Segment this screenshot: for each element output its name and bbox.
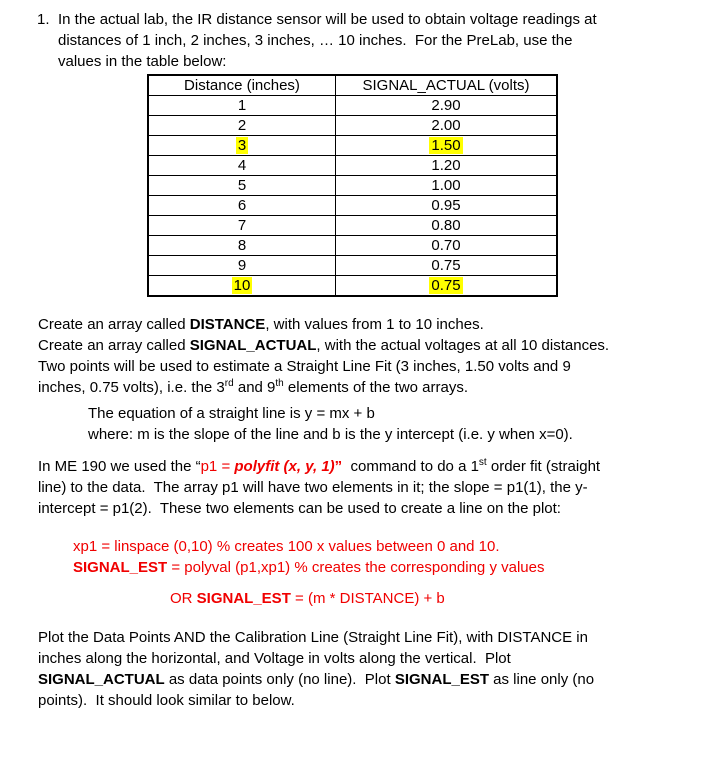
signal-cell: 2.00 bbox=[336, 116, 558, 136]
text-line: inches along the horizontal, and Voltage in volts along the vertical. Plot bbox=[38, 650, 511, 667]
highlight-mark: 0.75 bbox=[431, 277, 461, 294]
text-line: Two points will be used to estimate a Straight Line Fit (3 inches, 1.50 volts and 9 bbox=[38, 358, 571, 375]
table-row bbox=[148, 236, 557, 256]
signal-est-name: SIGNAL_EST bbox=[73, 559, 168, 576]
text-line: values in the table below: bbox=[58, 53, 227, 70]
ordinal-superscript: th bbox=[275, 378, 284, 389]
signal-cell: 0.70 bbox=[336, 236, 558, 256]
table-header-row bbox=[148, 75, 557, 96]
text-line: intercept = p1(2). These two elements can be used to create a line on the plot: bbox=[38, 500, 561, 517]
text-line: Plot the Data Points AND the Calibration Line (Straight Line Fit), with DISTANCE in bbox=[38, 629, 588, 646]
text-line: points). It should look similar to below. bbox=[38, 692, 295, 709]
table-row bbox=[148, 136, 557, 156]
signal-cell: 0.75 bbox=[336, 256, 558, 276]
list-number: 1. bbox=[37, 11, 50, 28]
text-line: Create an array called DISTANCE, with values from 1 to 10 inches. bbox=[38, 316, 484, 333]
table-row bbox=[148, 96, 557, 116]
signal-cell bbox=[336, 276, 558, 297]
distance-cell: 5 bbox=[148, 176, 336, 196]
array-name-signal-actual: SIGNAL_ACTUAL bbox=[189, 337, 317, 354]
text-line: distances of 1 inch, 2 inches, 3 inches, … 10 inches. For the PreLab, use the bbox=[58, 32, 573, 49]
table-row bbox=[148, 256, 557, 276]
text-line: In the actual lab, the IR distance sensor will be used to obtain voltage readings at bbox=[58, 11, 597, 28]
text-line: line) to the data. The array p1 will have two elements in it; the slope = p1(1), the y- bbox=[38, 479, 588, 496]
signal-cell: 1.20 bbox=[336, 156, 558, 176]
highlight-mark: 10 bbox=[233, 277, 251, 294]
polyfit-command: polyfit (x, y, 1) bbox=[234, 458, 335, 475]
signal-cell: 2.90 bbox=[336, 96, 558, 116]
signal-est-name: SIGNAL_EST bbox=[394, 671, 489, 688]
signal-cell bbox=[336, 136, 558, 156]
matlab-code-block bbox=[73, 536, 544, 578]
polyfit-paragraph bbox=[38, 456, 600, 519]
table-row bbox=[148, 176, 557, 196]
highlight-mark: 3 bbox=[237, 137, 247, 154]
signal-table bbox=[147, 74, 558, 297]
distance-cell: 7 bbox=[148, 216, 336, 236]
distance-cell bbox=[148, 276, 336, 297]
distance-cell: 4 bbox=[148, 156, 336, 176]
equation-paragraph bbox=[88, 403, 573, 445]
signal-cell: 0.80 bbox=[336, 216, 558, 236]
or-equation-line: OR SIGNAL_EST = (m * DISTANCE) + b bbox=[170, 590, 445, 607]
ordinal-superscript: rd bbox=[224, 378, 234, 389]
distance-cell bbox=[148, 136, 336, 156]
code-line: SIGNAL_EST = polyval (p1,xp1) % creates the corresponding y values bbox=[73, 559, 545, 576]
arrays-paragraph bbox=[38, 314, 609, 398]
text-line: In ME 190 we used the “p1 = polyfit (x, y, 1)” command to do a 1st order fit (straight bbox=[38, 457, 601, 475]
table-row bbox=[148, 116, 557, 136]
table-row bbox=[148, 276, 557, 297]
signal-cell: 0.95 bbox=[336, 196, 558, 216]
signal-est-name: SIGNAL_EST bbox=[196, 590, 291, 607]
array-name-distance: DISTANCE bbox=[189, 316, 266, 333]
highlight-mark: 1.50 bbox=[431, 137, 461, 154]
column-header-signal: SIGNAL_ACTUAL (volts) bbox=[336, 75, 558, 96]
polyfit-command: p1 = bbox=[200, 458, 235, 475]
plot-instructions-paragraph bbox=[38, 627, 594, 711]
text-line: The equation of a straight line is y = mx + b bbox=[88, 405, 375, 422]
table-row bbox=[148, 156, 557, 176]
table-row bbox=[148, 196, 557, 216]
text-line: inches, 0.75 volts), i.e. the 3rd and 9th elements of the two arrays. bbox=[38, 378, 468, 396]
distance-cell: 8 bbox=[148, 236, 336, 256]
distance-cell: 1 bbox=[148, 96, 336, 116]
polyfit-command: ” bbox=[334, 458, 343, 475]
text-line: Create an array called SIGNAL_ACTUAL, with the actual voltages at all 10 distances. bbox=[38, 337, 610, 354]
distance-cell: 2 bbox=[148, 116, 336, 136]
column-header-distance: Distance (inches) bbox=[148, 75, 336, 96]
ordinal-superscript: st bbox=[478, 457, 487, 468]
array-name-signal-actual: SIGNAL_ACTUAL bbox=[38, 671, 165, 688]
text-line: where: m is the slope of the line and b is the y intercept (i.e. y when x=0). bbox=[88, 426, 573, 443]
code-line: xp1 = linspace (0,10) % creates 100 x values between 0 and 10. bbox=[73, 538, 500, 555]
text-line: SIGNAL_ACTUAL as data points only (no line). Plot SIGNAL_EST as line only (no bbox=[38, 671, 595, 688]
signal-cell: 1.00 bbox=[336, 176, 558, 196]
table-row bbox=[148, 216, 557, 236]
distance-cell: 9 bbox=[148, 256, 336, 276]
distance-cell: 6 bbox=[148, 196, 336, 216]
intro-paragraph bbox=[58, 9, 597, 72]
